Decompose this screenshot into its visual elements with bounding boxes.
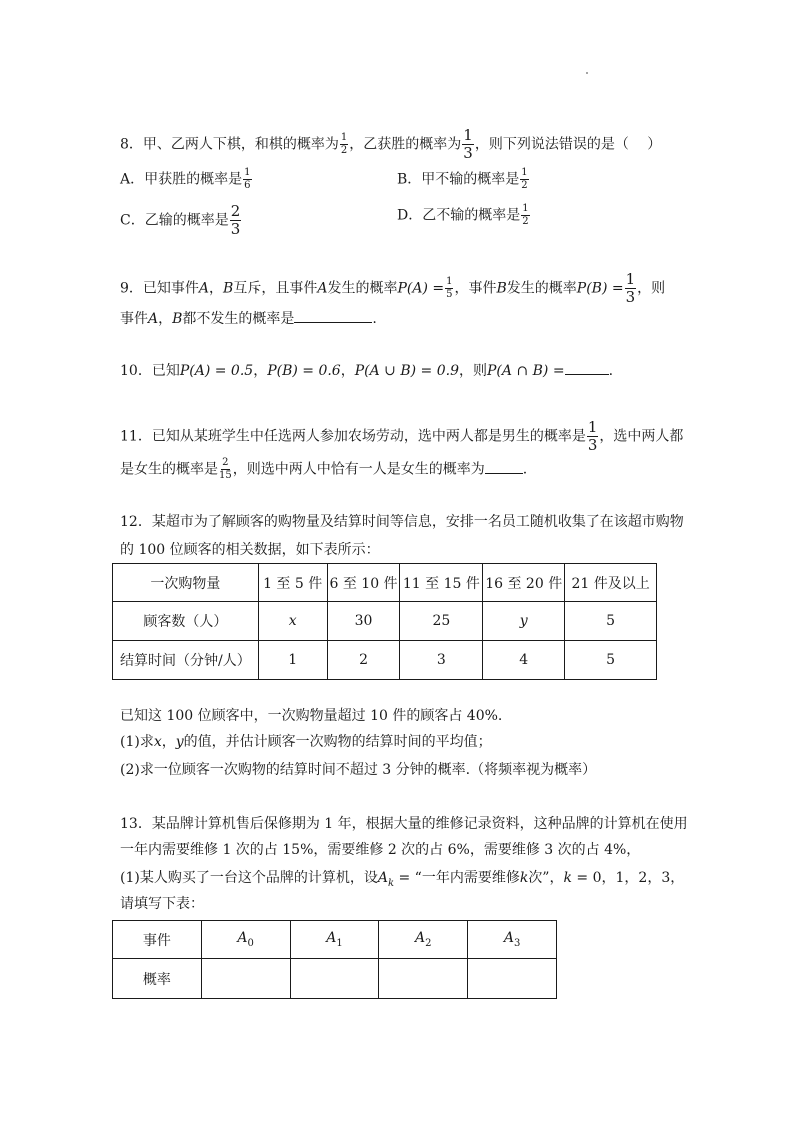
frac-denominator: 3 xyxy=(230,220,241,238)
table-header-cell: 一次购物量 xyxy=(113,564,259,602)
math-var: B xyxy=(172,311,183,327)
option-fraction xyxy=(521,204,529,227)
q8-stem-part: 8．甲、乙两人下棋，和棋的概率为 xyxy=(120,136,339,153)
q12-table xyxy=(112,563,657,680)
table-header-cell xyxy=(468,921,557,959)
q11-text: . xyxy=(522,461,528,478)
answer-cell[interactable] xyxy=(201,959,290,999)
table-header-row xyxy=(113,921,557,959)
q8-option-c xyxy=(120,204,242,237)
q12-text: 的值，并估计顾客一次购物的结算时间的平均值； xyxy=(183,734,492,750)
math-expr: P(A ∪ B) = 0.9 xyxy=(354,363,459,379)
math-subscript: 1 xyxy=(336,937,343,949)
table-row xyxy=(113,959,557,999)
q13-text: = 0，1，2，3， xyxy=(571,870,685,886)
answer-cell[interactable] xyxy=(290,959,379,999)
q13-table xyxy=(112,920,557,999)
frac-numerator: 1 xyxy=(463,126,473,144)
q9-text: 事件 xyxy=(120,311,148,327)
q12-text: (1)求 xyxy=(120,734,154,750)
q9-text: 发生的概率 xyxy=(506,280,577,297)
q8-stem-part: ，则下列说法错误的是（ ） xyxy=(474,136,662,153)
answer-cell[interactable] xyxy=(468,959,557,999)
table-cell: 5 xyxy=(565,602,657,641)
math-expr: P(A) = xyxy=(397,280,445,297)
frac-denominator: 15 xyxy=(219,470,232,481)
q11-fraction-third xyxy=(587,420,599,453)
q9-text: ，事件 xyxy=(454,280,497,297)
q8-option-a xyxy=(120,168,253,191)
math-var: A xyxy=(198,280,210,297)
table-header-cell xyxy=(201,921,290,959)
q8-stem xyxy=(120,128,661,161)
q13-text: (1)某人购买了一台这个品牌的计算机，设 xyxy=(120,870,378,886)
table-row xyxy=(113,602,657,641)
q9-text: 互斥，且事件 xyxy=(233,280,318,297)
q12-after3: (2)求一位顾客一次购物的结算时间不超过 3 分钟的概率.（将频率视为概率） xyxy=(120,762,597,778)
math-var: x xyxy=(153,734,162,750)
table-header-cell: 21 件及以上 xyxy=(565,564,657,602)
table-cell: 2 xyxy=(327,641,400,680)
option-text: D．乙不输的概率是 xyxy=(397,207,521,224)
q9-text: ， xyxy=(158,311,173,327)
q13-line4: 请填写下表： xyxy=(120,896,204,912)
math-subscript: 3 xyxy=(513,937,521,949)
table-header-cell xyxy=(290,921,379,959)
table-cell: 3 xyxy=(400,641,483,680)
frac-numerator: 1 xyxy=(587,418,598,436)
frac-denominator: 3 xyxy=(463,144,473,162)
frac-denominator: 2 xyxy=(521,180,528,191)
q11-text: ，则选中两人中恰有一人是女生的概率为 xyxy=(232,461,485,478)
q12-line1: 12．某超市为了解顾客的购物量及结算时间等信息，安排一名员工随机收集了在该超市购物 xyxy=(120,514,684,530)
q12-after1: 已知这 100 位顾客中，一次购物量超过 10 件的顾客占 40%. xyxy=(120,708,503,724)
q11-text: ，选中两人都 xyxy=(599,428,684,445)
answer-blank[interactable] xyxy=(485,459,523,474)
q8-stem-part: ，乙获胜的概率为 xyxy=(349,136,462,153)
table-cell: 4 xyxy=(483,641,565,680)
frac-numerator: 1 xyxy=(244,167,251,178)
frac-numerator: 2 xyxy=(230,202,241,220)
frac-denominator: 2 xyxy=(340,145,348,156)
table-cell: 30 xyxy=(327,602,400,641)
q8-option-d xyxy=(397,204,531,227)
option-fraction xyxy=(520,168,528,191)
frac-numerator: 1 xyxy=(522,203,529,214)
math-var: y xyxy=(175,734,184,750)
q8-fraction-half xyxy=(340,133,348,156)
q10-text: . xyxy=(608,363,614,379)
table-row xyxy=(113,641,657,680)
answer-blank[interactable] xyxy=(565,360,609,375)
q12-line2: 的 100 位顾客的相关数据，如下表所示： xyxy=(120,542,380,558)
q10-text: ，则 xyxy=(459,363,487,379)
table-header-cell xyxy=(379,921,468,959)
option-fraction xyxy=(230,204,242,237)
q10-text: ， xyxy=(253,363,268,379)
table-cell: x xyxy=(258,602,327,641)
math-subscript: k xyxy=(387,877,395,889)
q9-text: . xyxy=(372,311,377,327)
math-var: A xyxy=(237,930,248,947)
q13-line3 xyxy=(120,868,684,894)
math-var: A xyxy=(148,311,159,327)
math-var: A xyxy=(503,930,514,947)
table-cell: 1 xyxy=(258,641,327,680)
math-expr: P(B) = 0.6 xyxy=(267,363,341,379)
table-cell: 5 xyxy=(565,641,657,680)
frac-denominator: 2 xyxy=(522,216,529,227)
table-header-cell: 事件 xyxy=(113,921,202,959)
frac-denominator: 6 xyxy=(244,180,251,191)
q9-line2 xyxy=(120,308,377,329)
q9-text: ， xyxy=(209,280,224,297)
q10-line xyxy=(120,360,613,381)
answer-cell[interactable] xyxy=(379,959,468,999)
q9-fraction-fifth xyxy=(445,277,453,300)
math-subscript: 2 xyxy=(425,937,432,949)
table-cell: 结算时间（分钟/人） xyxy=(113,641,259,680)
math-var: k xyxy=(519,870,529,886)
table-header-row xyxy=(113,564,657,602)
math-var: A xyxy=(415,930,426,947)
frac-denominator: 5 xyxy=(446,289,453,300)
table-cell: 25 xyxy=(400,602,483,641)
math-var: B xyxy=(223,280,234,297)
math-var: A xyxy=(377,870,388,886)
q9-fraction-third xyxy=(625,272,637,305)
q11-line1 xyxy=(120,420,683,453)
answer-blank[interactable] xyxy=(294,308,372,323)
table-header-cell: 1 至 5 件 xyxy=(258,564,327,602)
q9-line1 xyxy=(120,272,665,305)
option-text: B．甲不输的概率是 xyxy=(397,171,520,188)
math-var: A xyxy=(326,930,337,947)
table-cell: 顾客数（人） xyxy=(113,602,259,641)
q9-text: 都不发生的概率是 xyxy=(182,311,295,327)
frac-numerator: 1 xyxy=(521,167,528,178)
table-header-cell: 11 至 15 件 xyxy=(400,564,483,602)
q8-fraction-third xyxy=(462,128,474,161)
q11-line2 xyxy=(120,458,527,481)
table-cell: 概率 xyxy=(113,959,202,999)
option-text: C．乙输的概率是 xyxy=(120,212,229,229)
scan-dot xyxy=(586,72,588,74)
frac-numerator: 1 xyxy=(340,132,348,143)
q13-text: = “一年内需要维修 xyxy=(394,870,520,886)
q11-text: 11．已知从某班学生中任选两人参加农场劳动，选中两人都是男生的概率是 xyxy=(120,428,586,445)
option-fraction xyxy=(243,168,251,191)
q8-option-b xyxy=(397,168,530,191)
frac-numerator: 2 xyxy=(222,457,229,468)
q12-text: ， xyxy=(161,734,176,750)
q11-text: 是女生的概率是 xyxy=(120,461,218,478)
math-var: A xyxy=(317,280,328,297)
math-subscript: 0 xyxy=(247,937,254,949)
table-cell: y xyxy=(483,602,565,641)
frac-numerator: 1 xyxy=(446,276,453,287)
q9-text: ，则 xyxy=(637,280,666,297)
table-header-cell: 16 至 20 件 xyxy=(483,564,565,602)
math-expr: P(A) = 0.5 xyxy=(179,363,254,379)
q11-fraction-two-fifteenths xyxy=(219,458,232,481)
q13-line1: 13．某品牌计算机售后保修期为 1 年，根据大量的维修记录资料，这种品牌的计算机在使用 xyxy=(120,816,688,832)
math-var: k xyxy=(563,870,572,886)
math-var: B xyxy=(496,280,507,297)
q10-text: 10．已知 xyxy=(120,363,180,379)
table-header-cell: 6 至 10 件 xyxy=(327,564,400,602)
math-expr: P(B) = xyxy=(576,280,624,297)
frac-denominator: 3 xyxy=(587,436,598,454)
q12-after2 xyxy=(120,732,492,752)
frac-denominator: 3 xyxy=(625,288,636,306)
q9-text: 9．已知事件 xyxy=(120,280,199,297)
q13-text: 次”， xyxy=(528,870,564,886)
q9-text: 发生的概率 xyxy=(327,280,398,297)
q10-text: ， xyxy=(340,363,355,379)
math-expr: P(A ∩ B) = xyxy=(487,363,565,379)
q13-line2: 一年内需要维修 1 次的占 15%，需要维修 2 次的占 6%，需要维修 3 次的占 4%， xyxy=(120,842,641,858)
option-text: A．甲获胜的概率是 xyxy=(120,171,243,188)
frac-numerator: 1 xyxy=(625,270,636,288)
